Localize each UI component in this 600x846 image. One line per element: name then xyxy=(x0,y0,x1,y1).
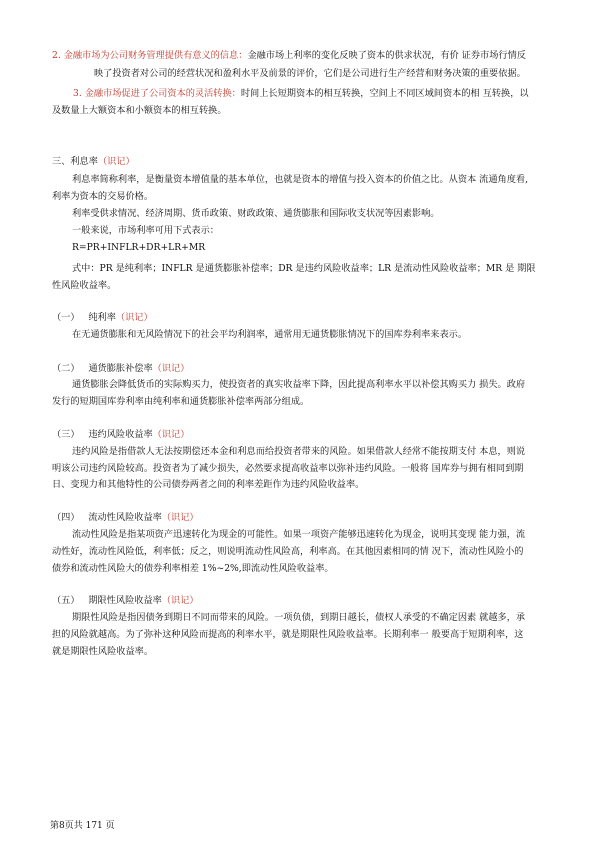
paragraph-line: 担的风险就越高。为了弥补这种风险而提高的利率水平，就是期限性风险收益率。长期利率一 般要高于短期利率，这 xyxy=(52,629,524,640)
paragraph-line: 违约风险是指借款人无法按期偿还本金和利息而给投资者带来的风险。如果借款人经常不能按期支付 本息，则说 xyxy=(72,446,526,457)
section-heading xyxy=(52,155,135,168)
paragraph-line: 就是期限性风险收益率。 xyxy=(52,646,154,657)
subsection-title: 违约风险收益率 xyxy=(88,429,153,440)
subsection-number: （二） xyxy=(52,363,80,374)
paragraph-line: 明该公司违约风险较高。投资者为了减少损失，必然要求提高收益率以弥补违约风险。一般将 国库券与拥有相同到期 xyxy=(52,463,524,474)
subsection-number: （四） xyxy=(52,512,80,523)
subsection-heading xyxy=(52,428,189,441)
section-heading-tag: （识记） xyxy=(97,156,135,167)
item-2-line-1 xyxy=(52,49,526,62)
item-2-line-2: 映了投资者对公司的经营状况和盈利水平及前景的评价，它们是公司进行生产经营和财务决策的重要依据。 xyxy=(94,68,526,79)
subsection-tag: （识记） xyxy=(152,429,190,440)
subsection-heading xyxy=(52,594,199,607)
subsection-number: （一） xyxy=(52,312,80,323)
item-3-line-2: 及数量上大额资本和小额资本的相互转换。 xyxy=(52,105,227,116)
subsection-tag: （识记） xyxy=(161,512,199,523)
item-2-label: 2. 金融市场为公司财务管理提供有意义的信息： xyxy=(52,50,248,61)
subsection-heading xyxy=(52,362,189,375)
paragraph-line: 期限性风险是指因债务到期日不同而带来的风险。一项负债，到期日越长，债权人承受的不确定因素 就越多，承 xyxy=(72,612,526,623)
subsection-heading xyxy=(52,311,153,324)
paragraph-line: 日、变现力和其他特性的公司债券两者之间的利率差距作为违约风险收益率。 xyxy=(52,479,365,490)
item-3-label: 3. 金融市场促进了公司资本的灵活转换： xyxy=(73,88,241,99)
subsection-tag: （识记） xyxy=(115,312,153,323)
subsection-heading xyxy=(52,511,199,524)
subsection-title: 通货膨胀补偿率 xyxy=(88,363,153,374)
item-3-text: 时间上长短期资本的相互转换，空间上不同区域间资本的相 互转换，以 xyxy=(240,88,529,99)
item-3-line-1 xyxy=(73,87,529,100)
item-2-text: 金融市场上利率的变化反映了资本的供求状况，有价 证券市场行情反 xyxy=(247,50,526,61)
paragraph-line: 性风险收益率。 xyxy=(52,280,117,291)
paragraph-line: 通货膨胀会降低货币的实际购买力，使投资者的真实收益率下降，因此提高利率水平以补偿其购买力 损失。政府 xyxy=(72,379,526,390)
paragraph-line: 流动性风险是指某项资产迅速转化为现金的可能性。如果一项资产能够迅速转化为现金，说明其变现 能力强，流 xyxy=(72,529,526,540)
paragraph-line: 式中：PR 是纯利率；INFLR 是通货膨胀补偿率；DR 是违约风险收益率；LR 是流动性风险收益率；MR 是 期限 xyxy=(72,263,536,274)
paragraph-line: 发行的短期国库券利率由纯利率和通货膨胀补偿率两部分组成。 xyxy=(52,396,310,407)
subsection-tag: （识记） xyxy=(161,595,199,606)
section-heading-text: 三、利息率 xyxy=(52,156,98,167)
subsection-title: 期限性风险收益率 xyxy=(88,595,162,606)
paragraph-line: 动性好，流动性风险低，利率低；反之，则说明流动性风险高，利率高。在其他因素相同的情 况下，流动性风险小的 xyxy=(52,546,524,557)
paragraph-line: 在无通货膨胀和无风险情况下的社会平均利润率，通常用无通货膨胀情况下的国库券利率来表示。 xyxy=(72,329,468,340)
subsection-number: （三） xyxy=(52,429,80,440)
formula: R=PR+INFLR+DR+LR+MR xyxy=(72,242,206,253)
subsection-title: 流动性风险收益率 xyxy=(88,512,162,523)
paragraph-line: 利息率简称利率，是衡量资本增值量的基本单位，也就是资本的增值与投入资本的价值之比。从资本 流通角度看, xyxy=(72,174,529,185)
paragraph-line: 利率受供求情况、经济周期、货币政策、财政政策、通货膨胀和国际收支状况等因素影响。 xyxy=(72,208,440,219)
paragraph-line: 一般来说，市场利率可用下式表示： xyxy=(72,225,219,236)
subsection-number: （五） xyxy=(52,595,80,606)
paragraph-line: 债券和流动性风险大的债券利率相差 1%~2%,即流动性风险收益率。 xyxy=(52,563,334,574)
subsection-title: 纯利率 xyxy=(88,312,116,323)
subsection-tag: （识记） xyxy=(152,363,190,374)
paragraph-line: 利率为资本的交易价格。 xyxy=(52,191,154,202)
page-number: 第8页共 171 页 xyxy=(50,821,115,831)
